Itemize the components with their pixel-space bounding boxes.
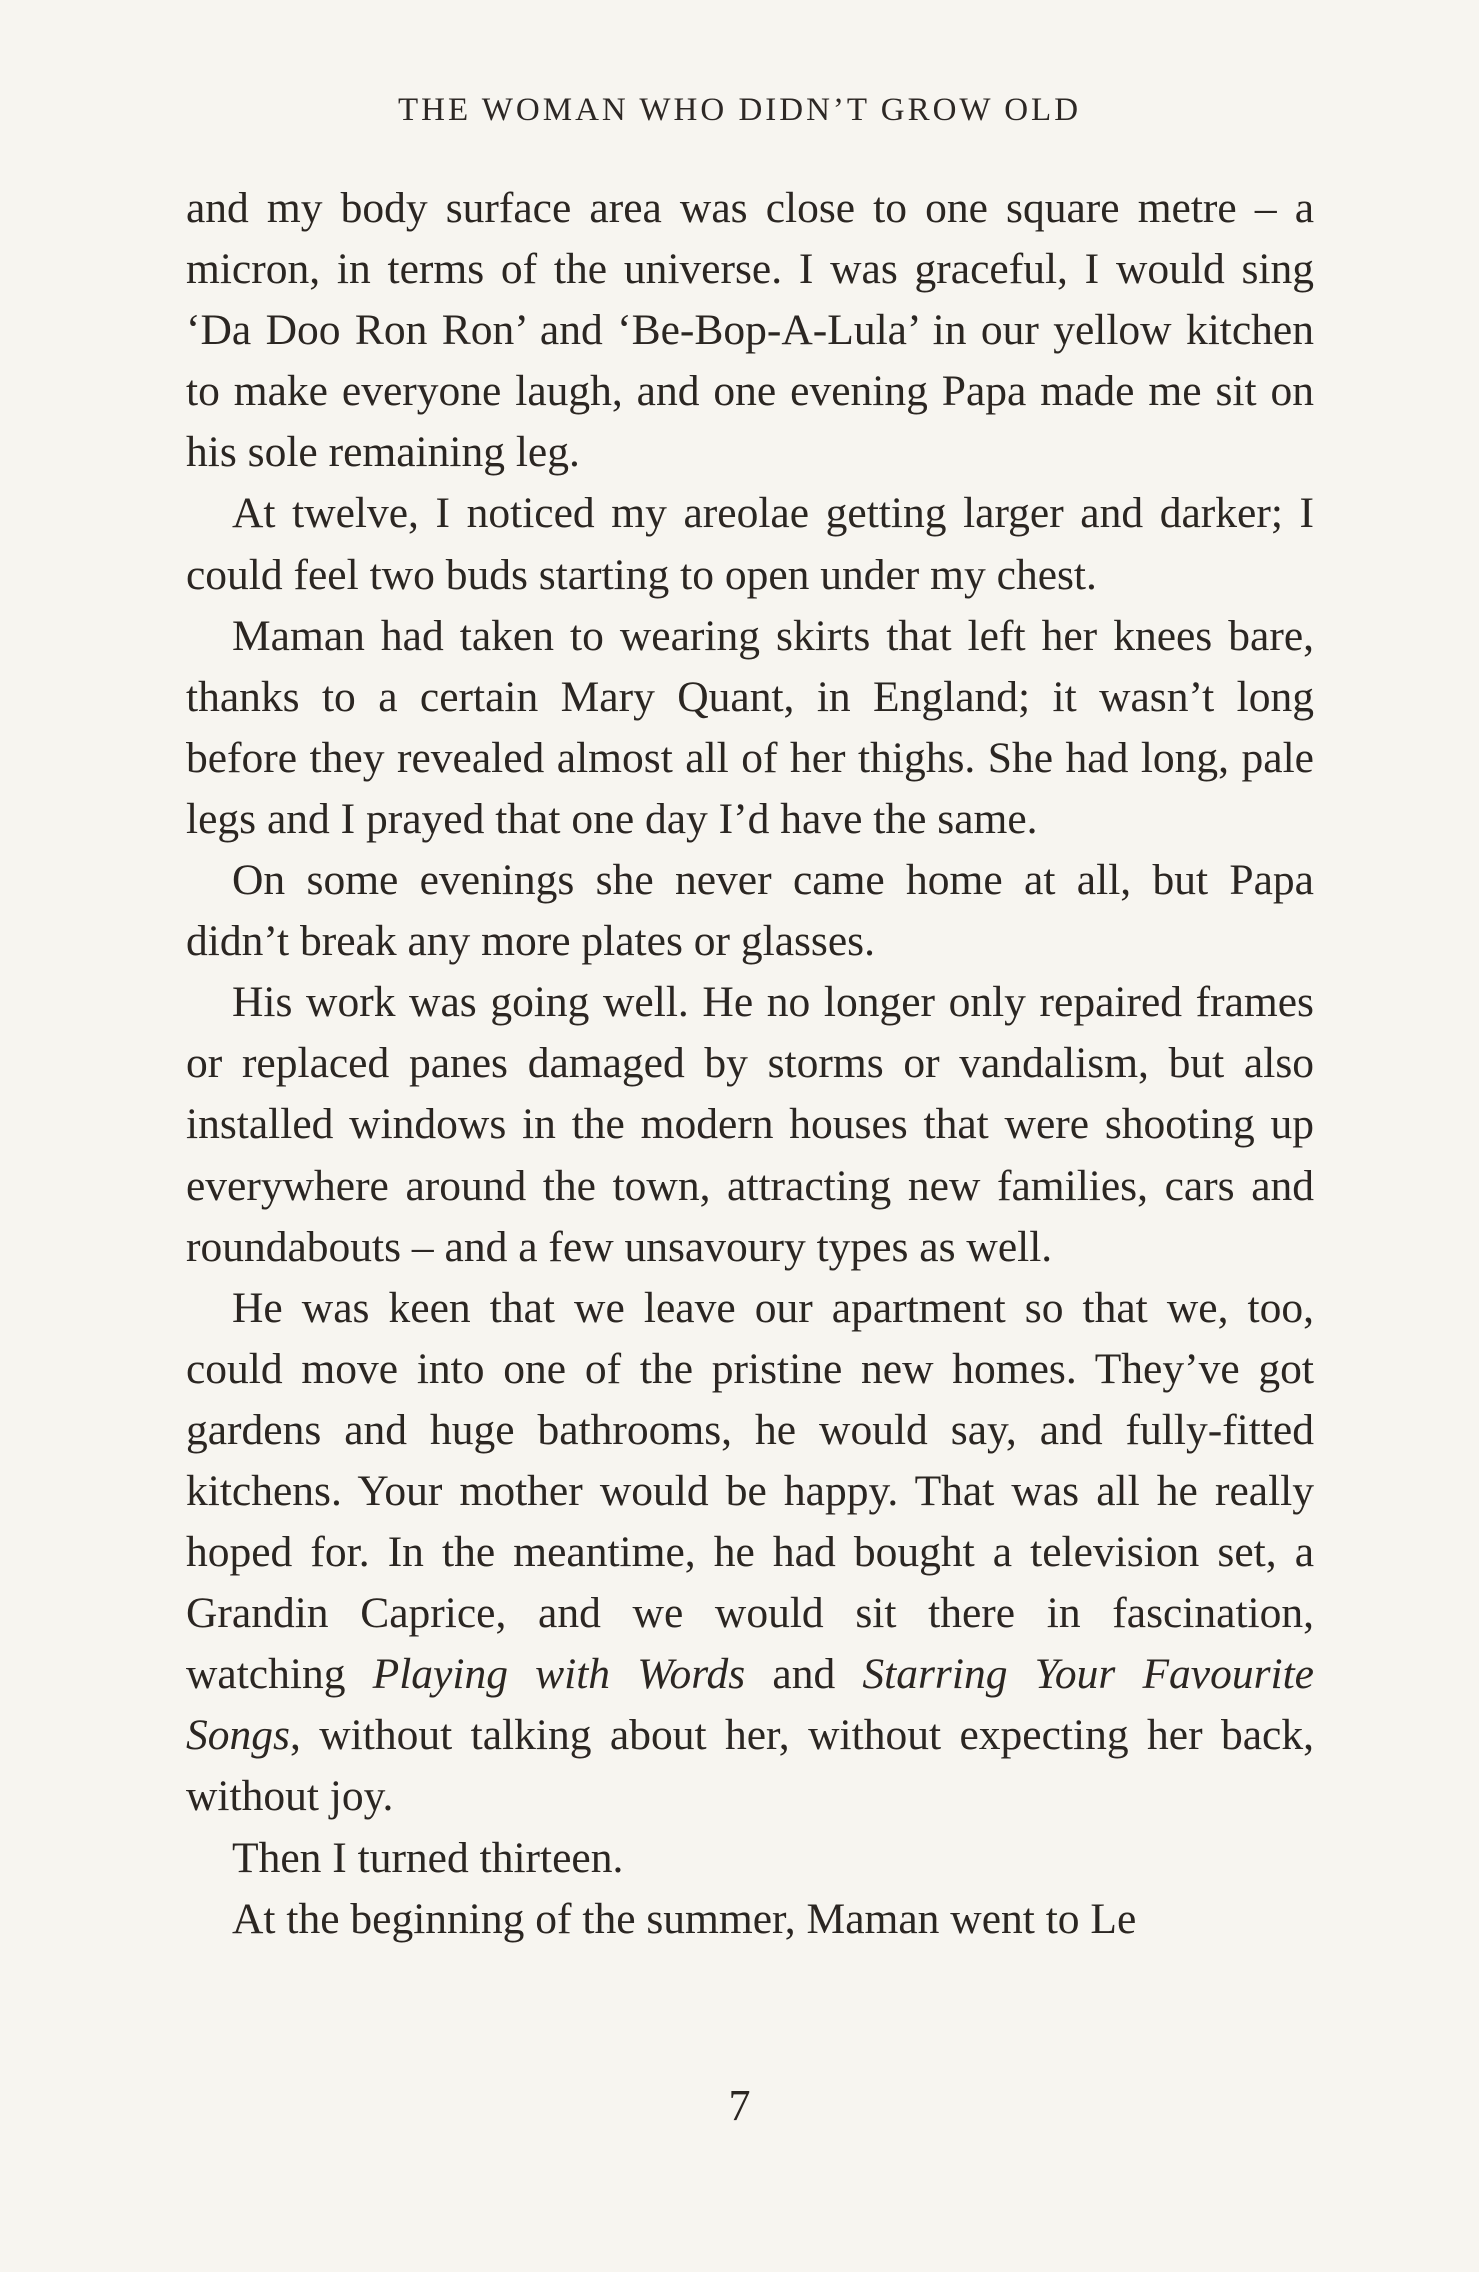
paragraph-3: Maman had taken to wearing skirts that left her knees bare, thanks to a certain Mary Quant, in England; it wasn’t long before they revealed almost all of her thighs. She had long, pale legs and I prayed that one day I’d have the same. <box>186 611 1314 843</box>
show-title-playing-with-words: Playing with Words <box>372 1650 746 1699</box>
page-number: 7 <box>728 2081 751 2130</box>
paragraph-7: Then I turned thirteen. <box>232 1833 624 1882</box>
paragraph-1: and my body surface area was close to one square metre – a micron, in terms of the universe. I was graceful, I would sing ‘Da Doo Ron Ron’ and ‘Be-Bop-A-Lula’ in our yellow kitchen to make everyone laugh, and one evening Papa made me sit on his sole remaining leg. <box>186 184 1314 477</box>
paragraph-4: On some evenings she never came home at all, but Papa didn’t break any more plates or glasses. <box>186 856 1314 966</box>
paragraph-5: His work was going well. He no longer only repaired frames or replaced panes damaged by storms or vandalism, but also installed windows in the modern houses that were shooting up everywhere around the town, attracting new families, cars and roundabouts – and a few unsavoury types as well. <box>186 978 1314 1271</box>
body-text <box>186 178 1314 1950</box>
paragraph-6-text-b: and <box>745 1650 863 1699</box>
paragraph-6-text-c: , without talking about her, without expecting her back, without joy. <box>186 1711 1314 1821</box>
paragraph-2: At twelve, I noticed my areolae getting larger and darker; I could feel two buds starting to open under my chest. <box>186 489 1314 599</box>
show-title-starring-your-favourite-songs: Starring Your Favourite Songs <box>186 1650 1314 1760</box>
running-head: THE WOMAN WHO DIDN’T GROW OLD <box>397 92 1082 128</box>
paragraph-8: At the beginning of the summer, Maman went to Le <box>232 1894 1137 1943</box>
paragraph-6 <box>186 1278 1314 1828</box>
paragraph-6-text-a: He was keen that we leave our apartment so that we, too, could move into one of the pristine new homes. They’ve got gardens and huge bathrooms, he would say, and fully-fitted kitchens. Your mother would be happy. That was all he really hoped for. In the meantime, he had bought a television set, a Grandin Caprice, and we would sit there in fascination, watching <box>186 1283 1314 1699</box>
